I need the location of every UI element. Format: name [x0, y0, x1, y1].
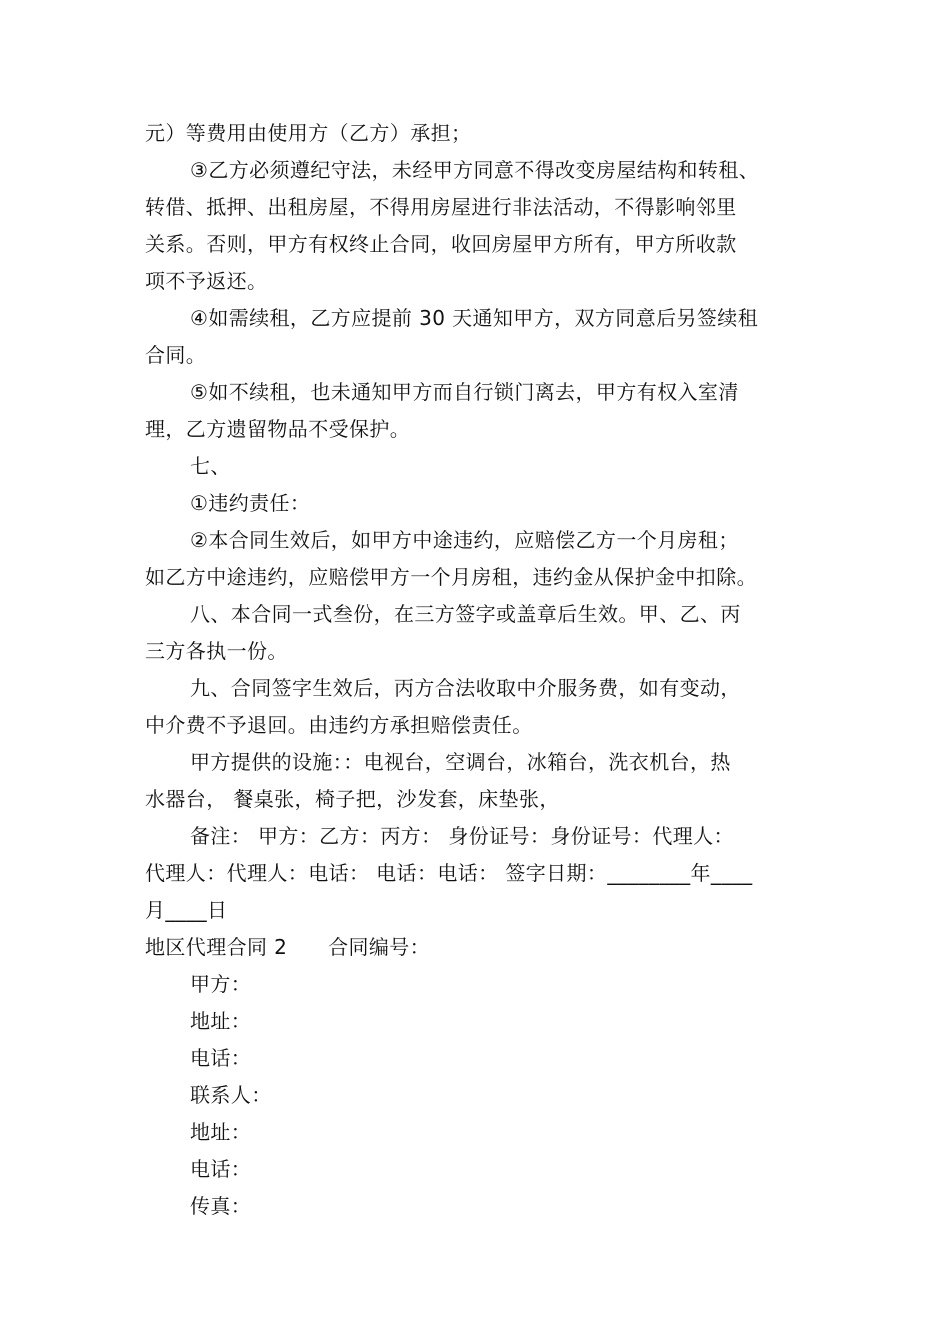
text-line: 转借、抵押、出租房屋，不得用房屋进行非法活动，不得影响邻里	[145, 195, 737, 219]
document-body	[145, 115, 807, 1225]
text-line: 三方各执一份。	[145, 639, 288, 663]
text-line: 如乙方中途违约，应赔偿甲方一个月房租，违约金从保护金中扣除。	[145, 565, 757, 589]
text-line: 中介费不予退回。由违约方承担赔偿责任。	[145, 713, 533, 737]
signature-field-line: 备注： 甲方：乙方：丙方： 身份证号：身份证号：代理人：	[190, 824, 734, 848]
text-line: 关系。否则，甲方有权终止合同，收回房屋甲方所有，甲方所收款	[145, 232, 737, 256]
signature-field-line: 代理人：代理人：电话： 电话：电话： 签字日期：________年____	[145, 861, 753, 885]
text-line: 合同。	[145, 343, 207, 367]
text-line: 项不予返还。	[145, 269, 268, 293]
party-field: 地址：	[190, 1009, 252, 1033]
party-field: 传真：	[190, 1194, 252, 1218]
text-line: ④如需续租，乙方应提前 30 天通知甲方，双方同意后另签续租	[190, 306, 759, 330]
party-field: 甲方：	[190, 972, 252, 996]
text-line: ②本合同生效后，如甲方中途违约，应赔偿乙方一个月房租；	[190, 528, 739, 552]
text-line: ①违约责任：	[190, 491, 311, 515]
section-heading: 七、	[190, 454, 231, 478]
party-field: 联系人：	[190, 1083, 272, 1107]
signature-date-line: 月____日	[145, 898, 228, 922]
text-line: 甲方提供的设施：：电视台，空调台，冰箱台，洗衣机台，热	[190, 750, 731, 774]
text-line: 理，乙方遗留物品不受保护。	[145, 417, 411, 441]
text-line: ⑤如不续租，也未通知甲方而自行锁门离去，甲方有权入室清	[190, 380, 739, 404]
party-field: 电话：	[190, 1046, 252, 1070]
contract-title-line: 地区代理合同 2 合同编号：	[145, 935, 431, 959]
text-line: 水器台， 餐桌张，椅子把，沙发套，床垫张，	[145, 787, 560, 811]
party-field: 地址：	[190, 1120, 252, 1144]
party-field: 电话：	[190, 1157, 252, 1181]
text-line: 八、本合同一式叁份，在三方签字或盖章后生效。甲、乙、丙	[190, 602, 741, 626]
text-line: 元）等费用由使用方（乙方）承担；	[145, 121, 472, 145]
text-line: 九、合同签字生效后，丙方合法收取中介服务费，如有变动，	[190, 676, 741, 700]
text-line: ③乙方必须遵纪守法，未经甲方同意不得改变房屋结构和转租、	[190, 158, 760, 182]
